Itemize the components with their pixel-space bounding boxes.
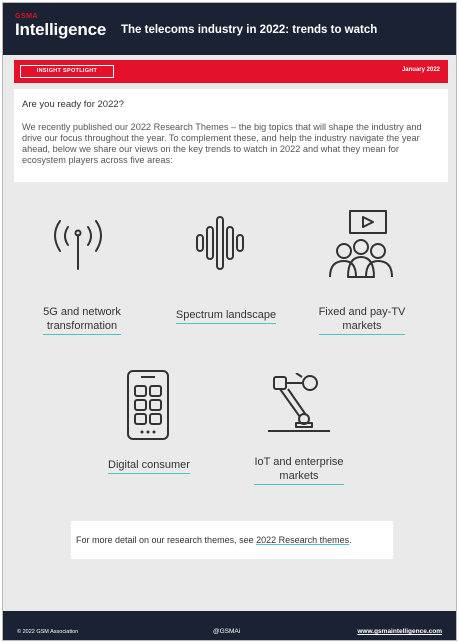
topic-5g-line1: 5G and network	[43, 306, 121, 318]
logo-gsma-text: GSMA	[15, 13, 38, 20]
topic-5g[interactable]	[27, 305, 137, 335]
insight-spotlight-tag: INSIGHT SPOTLIGHT	[20, 65, 114, 78]
antenna-icon	[46, 209, 110, 275]
audience-screen-icon	[326, 209, 396, 279]
smartphone-apps-icon	[125, 369, 171, 441]
logo-intelligence-text: Intelligence	[15, 20, 107, 39]
more-detail-suffix: .	[349, 535, 352, 545]
intro-question: Are you ready for 2022?	[22, 99, 124, 110]
topic-consumer-label[interactable]: Digital consumer	[108, 458, 190, 474]
intro-panel	[14, 89, 448, 182]
spotlight-banner	[14, 60, 448, 83]
footer-bar	[3, 611, 456, 641]
topic-iot-line2: markets	[279, 470, 319, 482]
page-title: The telecoms industry in 2022: trends to watch	[121, 24, 378, 36]
topic-spectrum[interactable]	[161, 305, 291, 324]
publication-date: January 2022	[401, 67, 440, 73]
intro-paragraph: We recently published our 2022 Research Themes – the big topics that will shape the industry and drive our focus throughout the year. To complement these, and help the industry navigate the year ahead, below we share our views on the key trends to watch in 2022 and what they mean for ecosystem players across five areas:	[22, 122, 422, 165]
topic-paytv[interactable]	[306, 305, 418, 335]
topic-iot[interactable]	[241, 455, 357, 485]
more-detail-box	[71, 521, 393, 559]
footer-social-handle[interactable]: @GSMAi	[213, 628, 241, 635]
topic-5g-line2: transformation	[46, 320, 118, 332]
topic-consumer-icon-wrap	[123, 369, 173, 441]
footer-website-link[interactable]: www.gsmaintelligence.com	[357, 628, 442, 635]
document-page	[2, 2, 457, 641]
header-bar	[3, 3, 456, 55]
research-themes-link[interactable]: 2022 Research themes	[256, 535, 350, 545]
footer-copyright: © 2022 GSM Association	[17, 629, 79, 635]
sound-wave-icon	[193, 215, 249, 271]
more-detail-text: For more detail on our research themes, see	[76, 535, 257, 545]
topic-5g-icon-wrap	[43, 209, 113, 275]
topic-paytv-line2: markets	[342, 320, 382, 332]
topic-paytv-icon-wrap	[325, 209, 397, 279]
robotic-arm-icon	[266, 373, 332, 435]
topic-iot-line1: IoT and enterprise	[254, 456, 344, 468]
gsma-intelligence-logo	[15, 13, 106, 39]
topic-iot-label[interactable]	[254, 455, 343, 485]
topic-5g-label[interactable]	[43, 305, 121, 335]
topic-paytv-label[interactable]	[319, 305, 406, 335]
topic-consumer[interactable]	[91, 455, 207, 474]
topic-iot-icon-wrap	[265, 373, 333, 435]
topic-paytv-line1: Fixed and pay-TV	[318, 306, 406, 318]
topic-spectrum-icon-wrap	[191, 215, 251, 271]
topic-spectrum-label[interactable]: Spectrum landscape	[176, 308, 276, 324]
